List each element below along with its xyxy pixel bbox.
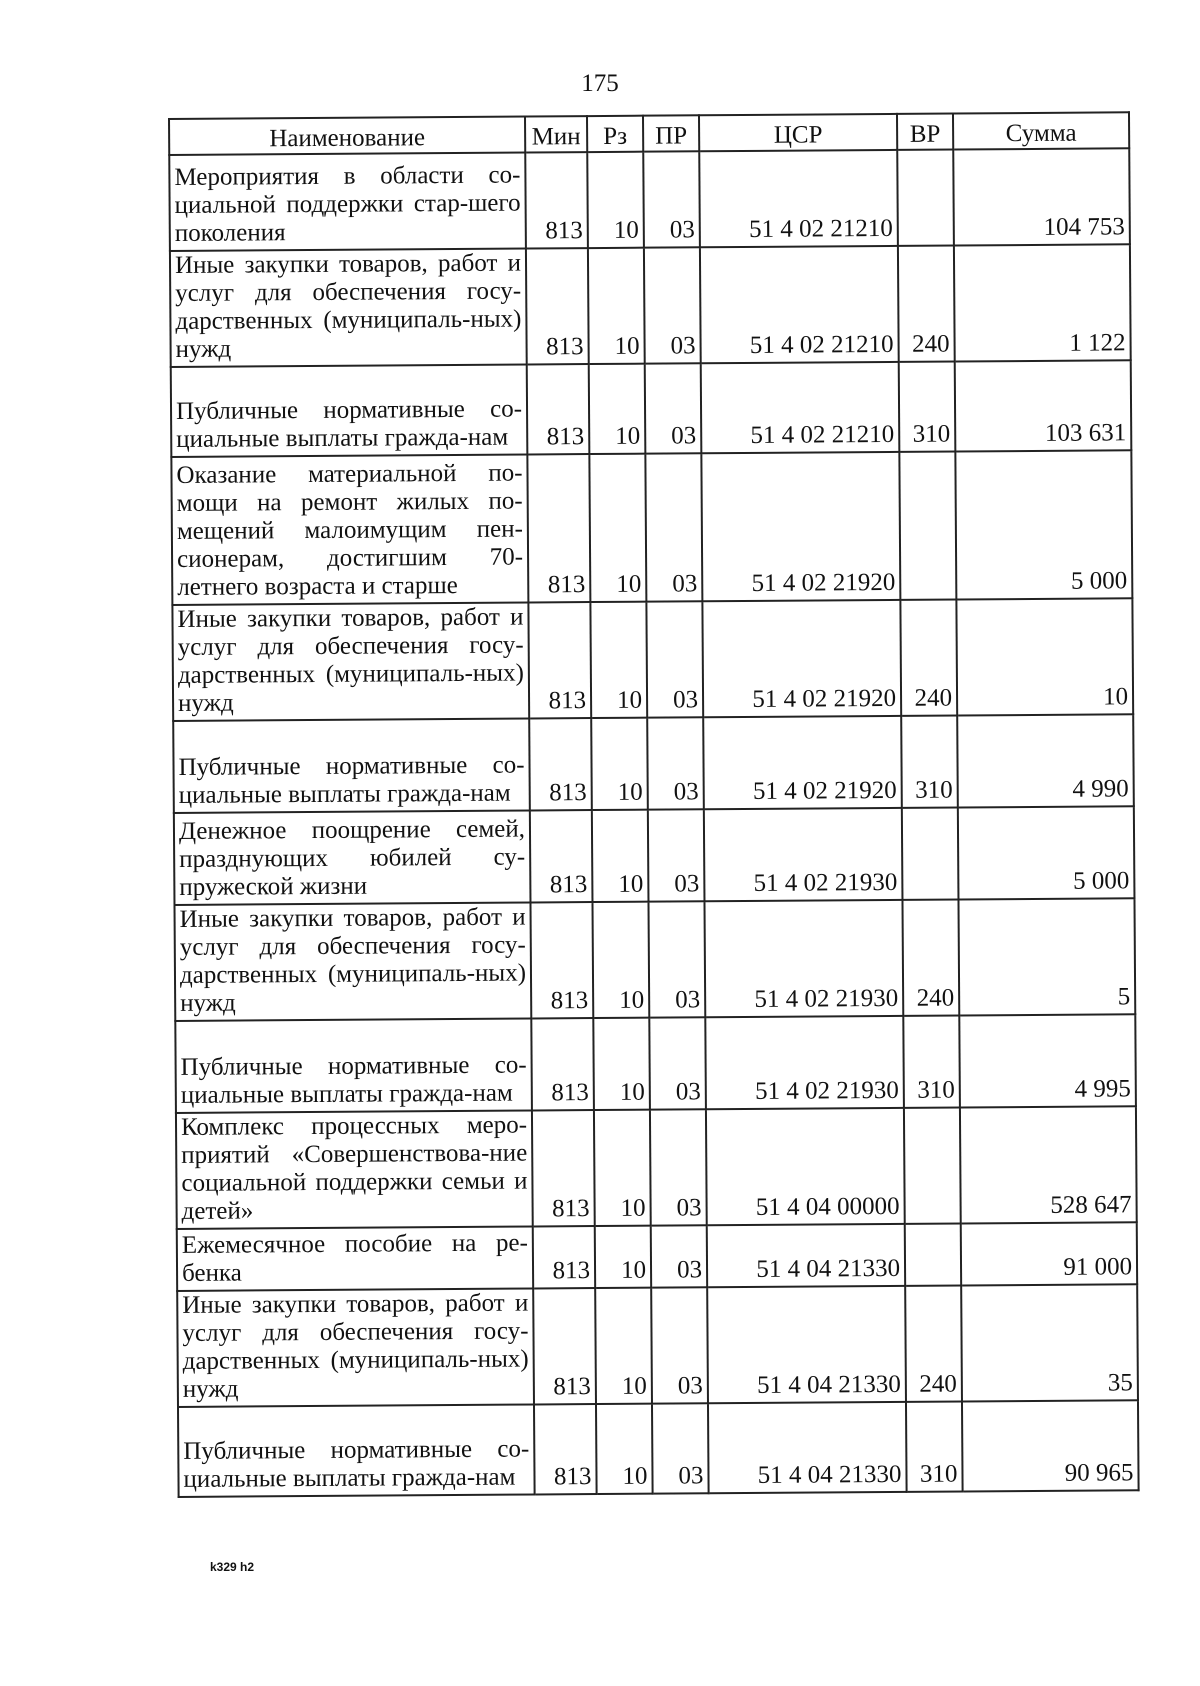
row-min: 813 <box>528 602 591 718</box>
row-min: 813 <box>526 248 589 364</box>
row-sum: 104 753 <box>953 148 1130 245</box>
header-pr: ПР <box>643 115 699 151</box>
row-name: Публичные нормативные со-циальные выплаты гражда-нам <box>173 718 530 812</box>
table-row <box>169 148 1130 251</box>
row-sum: 4 995 <box>959 1014 1136 1107</box>
budget-table <box>168 111 1140 1498</box>
row-name: Оказание материальной по-мощи на ремонт жилых по-мещений малоимущим пен-сионерам, достигшим 70-летнего возраста и старше <box>171 454 528 604</box>
row-vr: 240 <box>902 900 959 1016</box>
row-rz: 10 <box>596 1404 653 1494</box>
table-row <box>176 1106 1137 1229</box>
row-rz: 10 <box>590 602 647 718</box>
row-sum: 1 122 <box>954 244 1131 361</box>
row-pr: 03 <box>650 1109 707 1225</box>
row-vr <box>905 1223 961 1285</box>
row-name: Иные закупки товаров, работ и услуг для обеспечения госу-дарственных (муниципаль-ных) нужд <box>170 249 527 367</box>
row-name: Публичные нормативные со-циальные выплаты гражда-нам <box>175 1018 532 1112</box>
row-vr: 310 <box>901 716 958 808</box>
row-pr: 03 <box>644 247 701 363</box>
row-csr: 51 4 02 21930 <box>705 1016 904 1109</box>
row-pr: 03 <box>643 151 700 247</box>
footer-code: k329 h2 <box>210 1560 255 1574</box>
row-sum: 10 <box>956 598 1133 715</box>
row-name: Иные закупки товаров, работ и услуг для обеспечения госу-дарственных (муниципаль-ных) нужд <box>174 902 531 1020</box>
row-vr: 240 <box>900 600 957 716</box>
row-vr: 240 <box>898 246 955 362</box>
row-csr: 51 4 02 21920 <box>703 716 902 809</box>
row-rz: 10 <box>594 1110 651 1226</box>
row-rz: 10 <box>593 1018 650 1110</box>
row-name: Иные закупки товаров, работ и услуг для обеспечения госу-дарственных (муниципаль-ных) нужд <box>172 602 529 720</box>
table-row <box>174 806 1135 905</box>
row-pr: 03 <box>651 1225 707 1287</box>
row-vr: 310 <box>899 362 956 452</box>
row-min: 813 <box>532 1110 595 1226</box>
row-sum: 4 990 <box>957 714 1134 807</box>
row-pr: 03 <box>647 717 704 809</box>
row-name: Публичные нормативные со-циальные выплаты гражда-нам <box>171 365 528 457</box>
row-sum: 5 <box>958 898 1135 1015</box>
row-csr: 51 4 02 21920 <box>702 600 901 717</box>
row-rz: 10 <box>595 1226 651 1288</box>
row-min: 813 <box>531 1018 594 1110</box>
row-min: 813 <box>533 1226 595 1288</box>
row-csr: 51 4 02 21920 <box>701 452 900 601</box>
row-csr: 51 4 04 00000 <box>706 1108 905 1225</box>
row-vr <box>897 150 954 246</box>
row-pr: 03 <box>652 1403 709 1493</box>
row-min: 813 <box>530 902 593 1018</box>
row-min: 813 <box>529 718 592 810</box>
table-row <box>178 1400 1139 1497</box>
table-row <box>172 598 1133 721</box>
table-row <box>170 244 1131 367</box>
row-csr: 51 4 04 21330 <box>707 1286 906 1403</box>
row-sum: 528 647 <box>960 1106 1137 1223</box>
table-row <box>177 1222 1137 1291</box>
table-row <box>173 714 1134 813</box>
row-vr: 310 <box>906 1401 963 1491</box>
row-name: Ежемесячное пособие на ре-бенка <box>177 1226 533 1290</box>
header-csr: ЦСР <box>699 114 897 151</box>
row-sum: 5 000 <box>955 450 1132 599</box>
row-rz: 10 <box>591 718 648 810</box>
row-pr: 03 <box>645 453 702 601</box>
table-row <box>174 898 1135 1021</box>
row-vr <box>904 1107 961 1223</box>
row-rz: 10 <box>589 454 646 602</box>
table-row <box>177 1284 1138 1407</box>
row-vr: 310 <box>903 1015 960 1107</box>
header-name: Наименование <box>169 117 525 155</box>
row-csr: 51 4 02 21930 <box>704 900 903 1017</box>
row-name: Иные закупки товаров, работ и услуг для обеспечения госу-дарственных (муниципаль-ных) нужд <box>177 1288 534 1406</box>
row-min: 813 <box>533 1288 596 1404</box>
row-csr: 51 4 02 21930 <box>704 808 903 901</box>
row-name: Комплекс процессных меро-приятий «Совершенствова-ние социальной поддержки семьи и детей» <box>176 1110 533 1228</box>
row-csr: 51 4 02 21210 <box>701 362 900 453</box>
row-min: 813 <box>525 152 588 248</box>
table-row <box>175 1014 1136 1113</box>
row-rz: 10 <box>587 152 644 248</box>
row-name: Мероприятия в области со-циальной поддержки стар-шего поколения <box>169 153 526 251</box>
header-sum: Сумма <box>953 112 1129 149</box>
row-name: Публичные нормативные со-циальные выплаты гражда-нам <box>178 1404 535 1496</box>
row-vr <box>899 452 956 600</box>
header-min: Мин <box>525 116 587 152</box>
row-sum: 35 <box>961 1284 1138 1401</box>
row-csr: 51 4 02 21210 <box>699 150 898 247</box>
table-row <box>171 450 1132 605</box>
row-sum: 90 965 <box>962 1400 1139 1491</box>
table-row <box>171 360 1132 457</box>
row-min: 813 <box>530 810 593 902</box>
row-csr: 51 4 04 21330 <box>708 1402 907 1493</box>
row-sum: 91 000 <box>961 1222 1137 1285</box>
row-sum: 103 631 <box>955 360 1132 451</box>
row-pr: 03 <box>651 1287 708 1403</box>
row-rz: 10 <box>592 902 649 1018</box>
row-pr: 03 <box>646 601 703 717</box>
row-vr: 240 <box>905 1285 962 1401</box>
row-csr: 51 4 04 21330 <box>707 1224 905 1287</box>
row-sum: 5 000 <box>958 806 1135 899</box>
row-min: 813 <box>527 454 590 602</box>
row-pr: 03 <box>649 1017 706 1109</box>
row-pr: 03 <box>645 363 702 453</box>
row-rz: 10 <box>588 248 645 364</box>
table-body <box>169 148 1138 1497</box>
row-rz: 10 <box>595 1288 652 1404</box>
page-number: 175 <box>581 70 619 97</box>
row-vr <box>902 808 959 900</box>
header-rz: Рз <box>587 116 643 152</box>
header-vr: ВР <box>897 114 953 150</box>
row-rz: 10 <box>592 810 649 902</box>
row-pr: 03 <box>648 809 705 901</box>
row-min: 813 <box>527 364 590 454</box>
row-pr: 03 <box>648 901 705 1017</box>
row-min: 813 <box>534 1404 597 1494</box>
row-csr: 51 4 02 21210 <box>700 246 899 363</box>
row-name: Денежное поощрение семей, празднующих юбилей су-пружеской жизни <box>174 810 531 904</box>
row-rz: 10 <box>589 364 646 454</box>
